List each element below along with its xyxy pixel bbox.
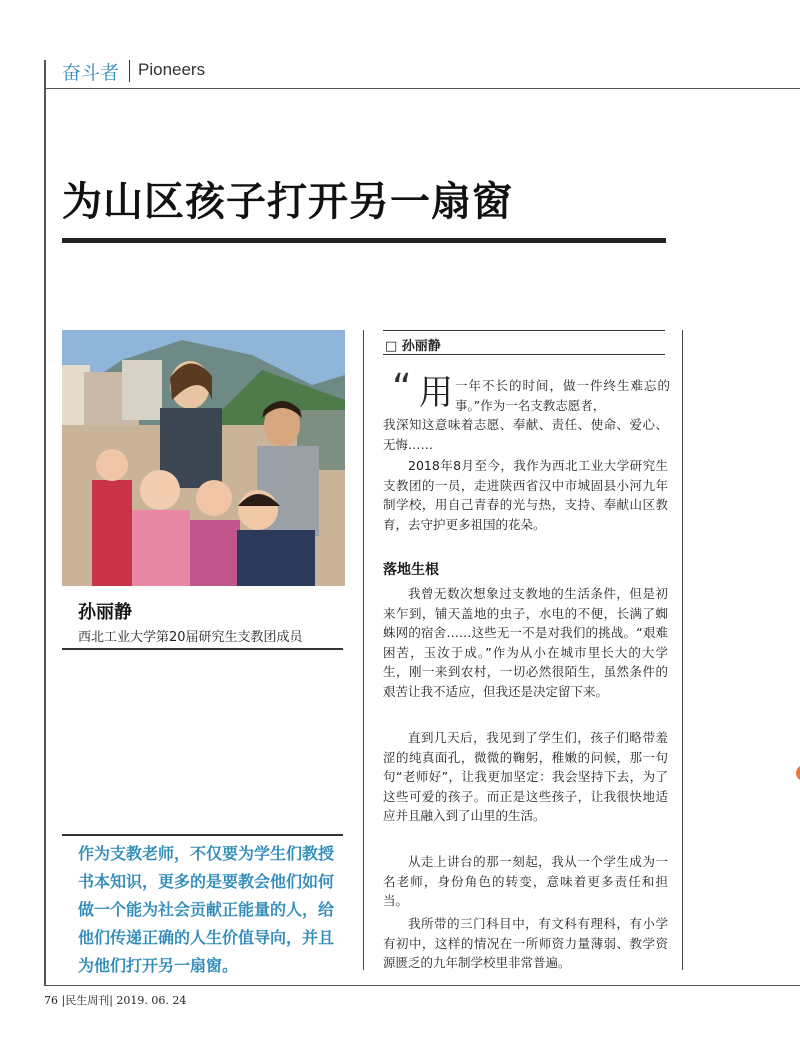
author-description: 西北工业大学第20届研究生支教团成员 [78, 630, 303, 645]
paragraph-5: 我所带的三门科目中，有文科有理科，有小学有初中，这样的情况在一所师资力量薄弱、教学资源匮乏的九年制学校里非常普遍。 [383, 916, 668, 971]
section-label-cn: 奋斗者 [62, 62, 120, 84]
lead-quote-mark: “ [392, 366, 412, 410]
page-frame-top [44, 88, 800, 89]
lead-paragraph-rest: 我深知这意味着志愿、奉献、责任、使命、爱心、无悔…… [383, 417, 668, 452]
section-label-en: Pioneers [138, 60, 206, 79]
title-rule [62, 238, 666, 243]
author-photo [62, 330, 345, 586]
lead-paragraph-first: 一年不长的时间，做一件终生难忘的事。”作为一名支教志愿者， [455, 378, 670, 413]
byline-rule-bottom [383, 354, 665, 355]
pull-quote: 作为支教老师，不仅要为学生们教授书本知识，更多的是要教会他们如何做一个能为社会贡献正能量的人，给他们传递正确的人生价值导向，并且为他们打开另一扇窗。 [78, 844, 335, 975]
section-subheading: 落地生根 [383, 562, 439, 578]
section-divider [129, 60, 130, 82]
paragraph-1: 2018年8月至今，我作为西北工业大学研究生支教团的一员，走进陕西省汉中市城固县小河九年制学校，用自己青春的光与热，支持、奉献山区教育，去守护更多祖国的花朵。 [383, 458, 668, 532]
page-footer: 76 |民生周刊| 2019. 06. 24 [44, 994, 187, 1007]
article-title: 为山区孩子打开另一扇窗 [62, 179, 513, 225]
author-rule [62, 648, 343, 650]
column-divider [363, 330, 364, 970]
lead-dropcap: 用 [419, 373, 453, 413]
page-edge-tab [796, 765, 800, 781]
page-frame-bottom [44, 985, 800, 986]
pull-quote-rule [62, 834, 343, 836]
paragraph-3: 直到几天后，我见到了学生们，孩子们略带羞涩的纯真面孔，微微的鞠躬，稚嫩的问候，那一句句“老师好”，让我更加坚定：我会坚持下去，为了这些可爱的孩子。而正是这些孩子，让我很快地适应并且融入到了山里的生活。 [383, 730, 668, 824]
byline-rule-top [383, 330, 665, 331]
paragraph-4: 从走上讲台的那一刻起，我从一个学生成为一名老师，身份角色的转变，意味着更多责任和担当。 [383, 854, 668, 909]
column-divider-right [682, 330, 683, 970]
byline: □ 孙丽静 [385, 339, 441, 354]
page-frame-left [44, 60, 46, 985]
author-name: 孙丽静 [78, 602, 132, 623]
paragraph-2: 我曾无数次想象过支教地的生活条件，但是初来乍到，铺天盖地的虫子，水电的不便，长满了蜘蛛网的宿舍……这些无一不是对我们的挑战。“艰难困苦，玉汝于成。”作为从小在城市里长大的大学生，刚一来到农村，一切必然很陌生，虽然条件的艰苦让我不适应，但我还是决定留下来。 [383, 586, 668, 699]
